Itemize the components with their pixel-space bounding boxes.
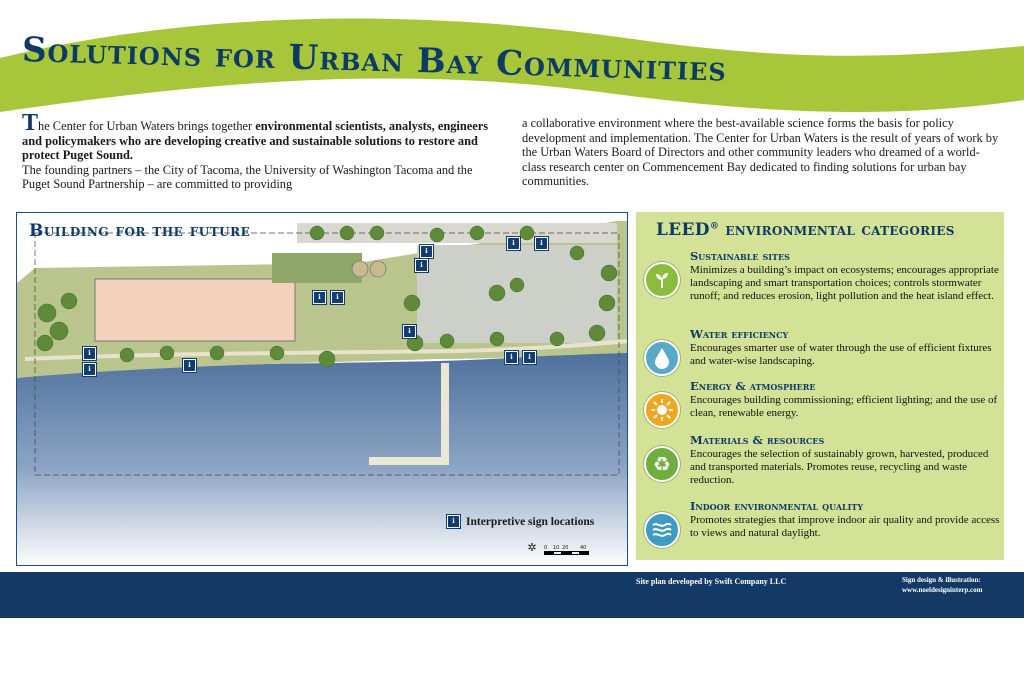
interpretive-sign-marker[interactable]: ℹ <box>183 359 196 372</box>
intro-text-start: he Center for Urban Waters brings together <box>38 119 256 133</box>
design-credit <box>902 575 983 595</box>
category-title: Water efficiency <box>690 327 789 341</box>
interpretive-sign-marker[interactable]: ℹ <box>507 237 520 250</box>
leed-title-prefix: LEED <box>656 220 710 240</box>
category-description: Encourages smarter use of water through the use of efficient fixtures and water-wise landscaping. <box>690 342 992 367</box>
leed-title-rest: environmental categories <box>719 220 955 240</box>
interpretive-sign-marker[interactable]: ℹ <box>313 291 326 304</box>
category-description: Encourages the selection of sustainably grown, harvested, produced and transported materials. Promotes reuse, recycling and waste reduction. <box>690 448 989 486</box>
interpretive-sign-marker[interactable]: ℹ <box>83 347 96 360</box>
category-title: Sustainable sites <box>690 249 790 263</box>
interpretive-sign-icon: ℹ <box>447 515 460 528</box>
interpretive-sign-marker[interactable]: ℹ <box>403 325 416 338</box>
intro-dropcap: T <box>22 110 39 136</box>
interpretive-sign-marker[interactable]: ℹ <box>331 291 344 304</box>
scale-tick: 20 <box>562 545 569 551</box>
leed-category-materials-resources <box>644 434 1004 494</box>
site-plan-map <box>16 212 628 566</box>
page-title: Solutions for Urban Bay Communities <box>21 30 728 90</box>
sun-icon <box>644 392 680 428</box>
north-arrow-icon: ✲ <box>527 541 537 554</box>
intro-left-column <box>22 110 492 192</box>
interpretive-sign-marker[interactable]: ℹ <box>420 245 433 258</box>
interpretive-sign-marker[interactable]: ℹ <box>83 363 96 376</box>
scale-bar-segments <box>544 551 590 555</box>
design-credit-label: Sign design & illustration: <box>902 576 981 584</box>
footer-bar <box>0 572 1024 618</box>
intro-bold-text: environmental scientists, analysts, engineers and policymakers who are developing creative and sustainable solutions to restore and protect Puget Sound. <box>22 119 489 163</box>
legend-label: Interpretive sign locations <box>466 515 595 528</box>
interpretive-sign-marker[interactable]: ℹ <box>415 259 428 272</box>
air-quality-icon <box>644 512 680 548</box>
site-plan-illustration <box>17 213 628 566</box>
leed-categories-panel <box>636 212 1004 560</box>
scale-tick: 10 <box>553 545 560 551</box>
interpretive-sign-marker[interactable]: ℹ <box>505 351 518 364</box>
water-drop-icon <box>644 340 680 376</box>
category-description: Encourages building commissioning; efficient lighting; and the use of clean, renewable energy. <box>690 394 998 419</box>
site-plan-credit: Site plan developed by Swift Company LLC <box>636 577 787 586</box>
leed-title <box>656 220 955 240</box>
category-title: Energy & atmosphere <box>690 379 816 393</box>
sprout-icon <box>644 262 680 298</box>
title-banner <box>0 0 1024 120</box>
leed-category-indoor-environmental-quality <box>644 500 1004 560</box>
category-description: Minimizes a building’s impact on ecosystems; encourages appropriate landscaping and smart transportation choices; controls stormwater runoff; and reduces erosion, light pollution and the heat island effect. <box>690 264 999 302</box>
scale-tick: 0 <box>544 545 548 551</box>
leed-category-sustainable-sites <box>644 250 1004 310</box>
recycle-icon: ♻ <box>644 446 680 482</box>
leed-category-energy-atmosphere <box>644 380 1004 440</box>
map-title: Building for the future <box>29 221 251 241</box>
scale-tick: 40 <box>580 545 587 551</box>
category-description: Promotes strategies that improve indoor air quality and provide access to views and natural daylight. <box>690 514 1000 539</box>
leed-registered-mark: ® <box>709 221 720 232</box>
intro-right-column: a collaborative environment where the best-available science forms the basis for policy development and implementation. The Center for Urban Waters is the result of years of work by the Urban Waters Board of Directors and other community leaders who dreamed of a world-class research center on Commencement Bay dedicated to finding solutions for urban bay communities. <box>522 116 999 189</box>
category-title: Materials & resources <box>690 433 825 447</box>
map-scale-bar <box>525 541 590 555</box>
design-credit-url[interactable]: www.noeldesigninterp.com <box>902 586 983 594</box>
category-title: Indoor environmental quality <box>690 499 864 513</box>
intro-text-partners: The founding partners – the City of Tacoma, the University of Washington Tacoma and the Puget Sound Partnership – are committed to providing <box>22 162 473 192</box>
interpretive-sign-marker[interactable]: ℹ <box>535 237 548 250</box>
interpretive-sign-marker[interactable]: ℹ <box>523 351 536 364</box>
map-legend <box>447 515 594 528</box>
